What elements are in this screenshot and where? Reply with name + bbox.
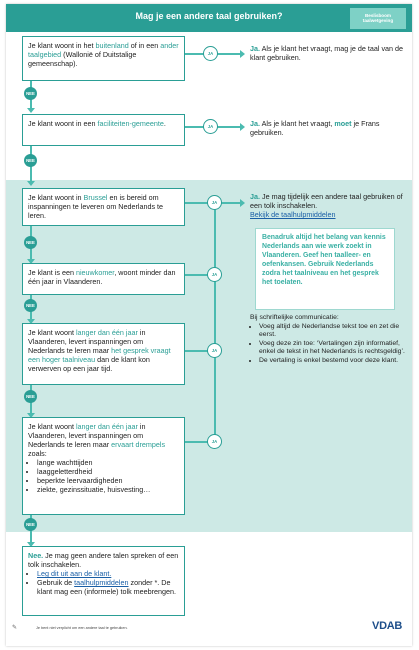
question-higher-level: Je klant woont langer dan één jaar in Vlaanderen, levert inspanningen om Nederlands te leren maar het gesprek vraagt een hoger taalniveau dan de klant kon verwerven op een jaar tijd. <box>22 323 185 385</box>
list-item: • beperkte leervaardigheden <box>37 476 179 485</box>
vdab-logo: VDAB <box>372 620 402 632</box>
no-marker-2: NEE <box>24 154 37 167</box>
arrow-right-2 <box>240 123 245 131</box>
written-communication <box>250 314 406 366</box>
question-abroad: Je klant woont in het buitenland of in een ander taalgebied (Wallonië of Duitstalige gemeenschap). <box>22 36 185 81</box>
explain-link[interactable]: Leg dit uit aan de klant. <box>37 569 112 578</box>
list-item: • ziekte, gezinssituatie, huisvesting… <box>37 485 179 494</box>
question-brussels: Je klant woont in Brussel en is bereid om inspanningen te leveren om Nederlands te leren. <box>22 188 185 226</box>
list-item: • lange wachttijden <box>37 458 179 467</box>
footnote: Je bent niet verplicht om een andere taal te gebruiken. <box>36 626 128 630</box>
emphasis-note: Benadruk altijd het belang van kennis Nederlands aan wie werk zoekt in Vlaanderen. Geef hen taalleer- en oefenkansen. Gebruik Nederlands zodra het taalniveau en het gesprek het toelaten. <box>255 228 395 310</box>
final-list <box>28 569 179 596</box>
arrow-right-1 <box>240 50 245 58</box>
list-item: • Gebruik de taalhulpmiddelen zonder *. De klant mag een (informele) tolk meebrengen. <box>37 578 179 596</box>
written-list <box>250 323 406 366</box>
yes-marker-3: JA <box>207 195 222 210</box>
question-facility-municipality: Je klant woont in een faciliteiten-gemeente. <box>22 114 185 146</box>
answer-temporary: Ja. Je mag tijdelijk een andere taal gebruiken of een tolk inschakelen. Bekijk de taalhulpmiddelen <box>250 192 403 219</box>
arrow-down-1 <box>27 108 35 113</box>
badge-line-1: Beslisboom <box>364 13 392 18</box>
yes-marker-2: JA <box>203 119 218 134</box>
answer-facility-municipality: Ja. Als je klant het vraagt, moet je Frans gebruiken. <box>250 119 380 137</box>
list-item: • De vertaling is enkel bestemd voor deze klant. <box>259 357 406 366</box>
question-thresholds: Je klant woont langer dan één jaar in Vlaanderen, levert inspanningen om Nederlands te leren maar ervaart drempels zoals: • lange wachttijden • laaggeletterdheid • beperkte leervaardigheden • ziekte, gezinssituatie, huisvesting… <box>22 417 185 515</box>
list-item: • Voeg deze zin toe: ‘Vertalingen zijn informatief, enkel de tekst in het Nederlands is rechtsgeldig’. <box>259 340 406 357</box>
final-no-answer: Nee. Je mag geen andere talen spreken of een tolk inschakelen. • Leg dit uit aan de klant. • Gebruik de taalhulpmiddelen zonder *. De klant mag een (informele) tolk meebrengen. <box>22 546 185 616</box>
answer-abroad: Ja. Als je klant het vraagt, mag je de taal van de klant gebruiken. <box>250 44 404 62</box>
yes-trunk <box>214 202 216 442</box>
list-item: • laaggeletterdheid <box>37 467 179 476</box>
yes-marker-4: JA <box>207 267 222 282</box>
arrow-down-2 <box>27 181 35 186</box>
threshold-list <box>28 458 179 494</box>
no-marker-4: NEE <box>24 299 37 312</box>
no-marker-6: NEE <box>24 518 37 531</box>
tools-link[interactable]: Bekijk de taalhulpmiddelen <box>250 210 336 219</box>
yes-marker-5: JA <box>207 343 222 358</box>
yes-marker-1: JA <box>203 46 218 61</box>
question-newcomer: Je klant is een nieuwkomer, woont minder dan één jaar in Vlaanderen. <box>22 263 185 295</box>
written-title: Bij schriftelijke communicatie: <box>250 314 339 321</box>
page-title: Mag je een andere taal gebruiken? <box>135 11 283 21</box>
list-item <box>37 569 179 578</box>
no-marker-5: NEE <box>24 390 37 403</box>
decision-tree-page <box>6 4 412 646</box>
doc-type-badge <box>350 8 406 29</box>
list-item: • Voeg altijd de Nederlandse tekst toe en zet die eerst. <box>259 323 406 340</box>
arrow-right-3 <box>240 199 245 207</box>
badge-line-2: taalwetgeving <box>362 18 394 24</box>
language-tools-link[interactable]: taalhulpmiddelen <box>74 578 129 587</box>
no-marker-3: NEE <box>24 236 37 249</box>
yes-marker-6: JA <box>207 434 222 449</box>
no-marker-1: NEE <box>24 87 37 100</box>
header-bar <box>6 4 412 32</box>
footnote-icon: ✎ <box>12 625 18 631</box>
